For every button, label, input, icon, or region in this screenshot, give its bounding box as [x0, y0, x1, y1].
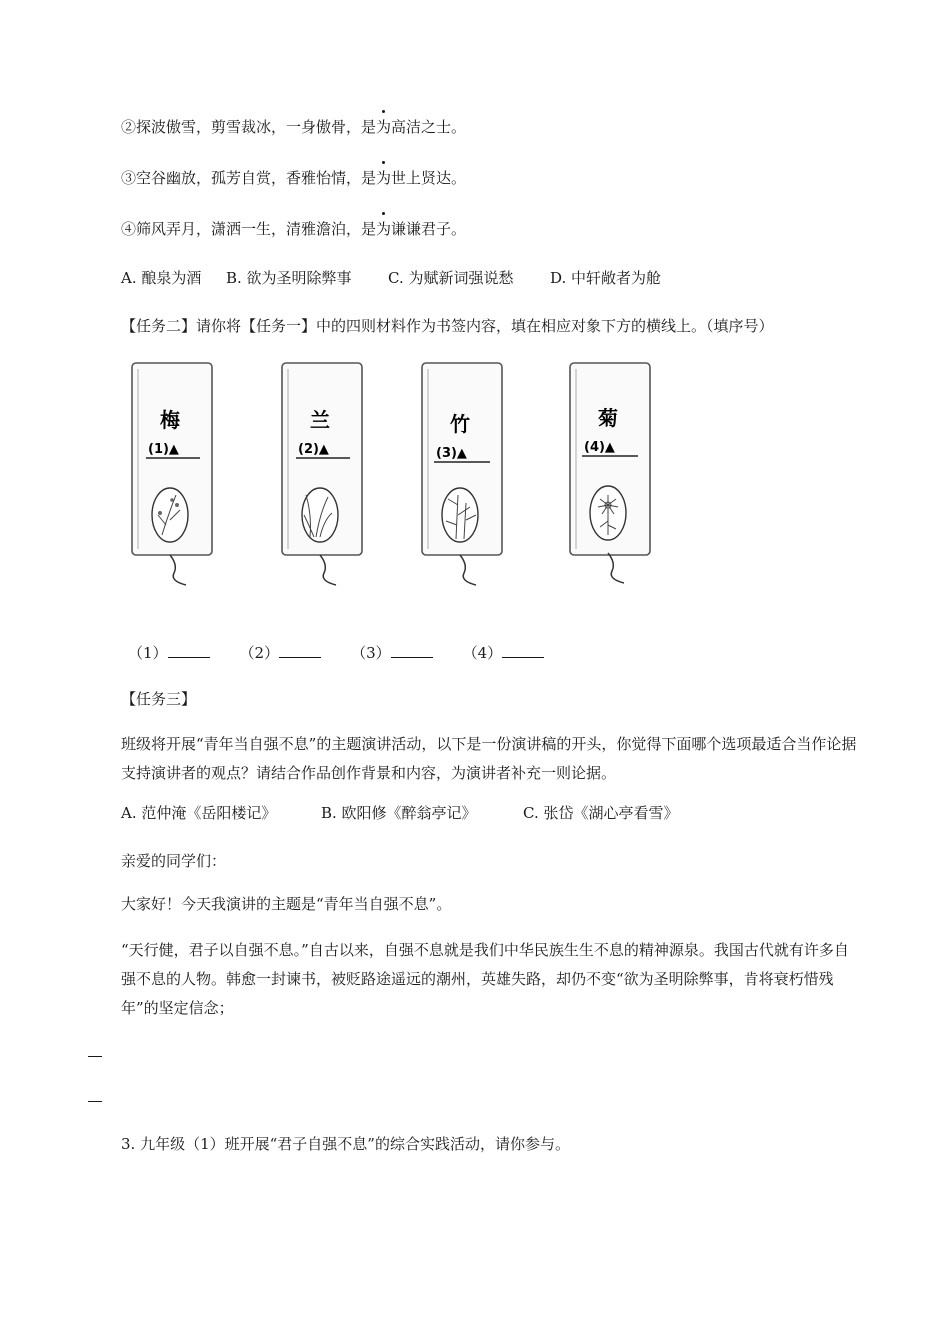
task1-options	[121, 267, 661, 288]
option-d: D. 中轩敞者为舱	[550, 269, 662, 287]
speech-greeting: 亲爱的同学们：	[121, 852, 227, 870]
emphasis-dot-char: 为	[376, 169, 392, 187]
option-c: C. 为赋新词强说愁	[388, 269, 514, 287]
option-a: A. 酿泉为酒	[121, 269, 202, 287]
question-3: 3. 九年级（1）班开展“君子自强不息”的综合实践活动，请你参与。	[121, 1135, 570, 1153]
task2-instruction: 【任务二】请你将【任务一】中的四则材料作为书签内容，填在相应对象下方的横线上。（填序号）	[121, 317, 774, 335]
option-c: C. 张岱《湖心亭看雪》	[523, 804, 679, 822]
answer-line-1[interactable]	[88, 1056, 102, 1057]
emphasis-dot-char: 为	[376, 118, 392, 136]
bookmark-title: 兰	[310, 408, 330, 432]
bookmark-label: (1)▲	[148, 442, 179, 457]
task1-item-2: ②探波傲雪，剪雪裁冰，一身傲骨，是为高洁之士。	[121, 118, 467, 136]
option-a: A. 范仲淹《岳阳楼记》	[121, 804, 277, 822]
bookmark-title: 竹	[450, 412, 470, 436]
speech-body: “天行健，君子以自强不息。”自古以来，自强不息就是我们中华民族生生不息的精神源泉。我国古代就有许多自强不息的人物。韩愈一封谏书，被贬路途遥远的潮州，英雄失路，却仍不变“欲为圣明除弊事，肯将衰朽惜残年”的坚定信念；	[121, 941, 849, 1017]
task3-heading: 【任务三】	[121, 690, 197, 708]
bookmark-title: 梅	[160, 408, 180, 432]
bookmark-orchid	[282, 363, 362, 585]
task2-answer-row: （1） （2） （3） （4）	[128, 642, 574, 663]
option-b: B. 欧阳修《醉翁亭记》	[321, 804, 477, 822]
task3-prompt: 班级将开展“青年当自强不息”的主题演讲活动，以下是一份演讲稿的开头，你觉得下面哪个选项最适合当作论据支持演讲者的观点？请结合作品创作背景和内容，为演讲者补充一则论据。	[121, 735, 857, 782]
bookmark-label: (2)▲	[298, 442, 329, 457]
bookmark-label: (4)▲	[584, 440, 615, 455]
answer-blank-4[interactable]	[502, 643, 544, 658]
bookmark-chrysanthemum	[570, 363, 650, 583]
answer-blank-3[interactable]	[391, 643, 433, 658]
option-b: B. 欲为圣明除弊事	[226, 269, 352, 287]
emphasis-dot-char: 为	[376, 220, 392, 238]
task1-item-3: ③空谷幽放，孤芳自赏，香雅怡情，是为世上贤达。	[121, 169, 467, 187]
task3-options	[121, 802, 678, 823]
answer-blank-2[interactable]	[279, 643, 321, 658]
bookmark-title: 菊	[598, 406, 618, 430]
bookmark-plum	[132, 363, 212, 585]
bookmark-label: (3)▲	[436, 446, 467, 461]
speech-intro: 大家好！今天我演讲的主题是“青年当自强不息”。	[121, 895, 452, 913]
task1-item-4: ④筛风弄月，潇洒一生，清雅澹泊，是为谦谦君子。	[121, 220, 467, 238]
bookmark-bamboo	[422, 363, 502, 585]
answer-blank-1[interactable]	[168, 643, 210, 658]
answer-line-2[interactable]	[88, 1101, 102, 1102]
bookmark-illustration	[120, 355, 660, 590]
